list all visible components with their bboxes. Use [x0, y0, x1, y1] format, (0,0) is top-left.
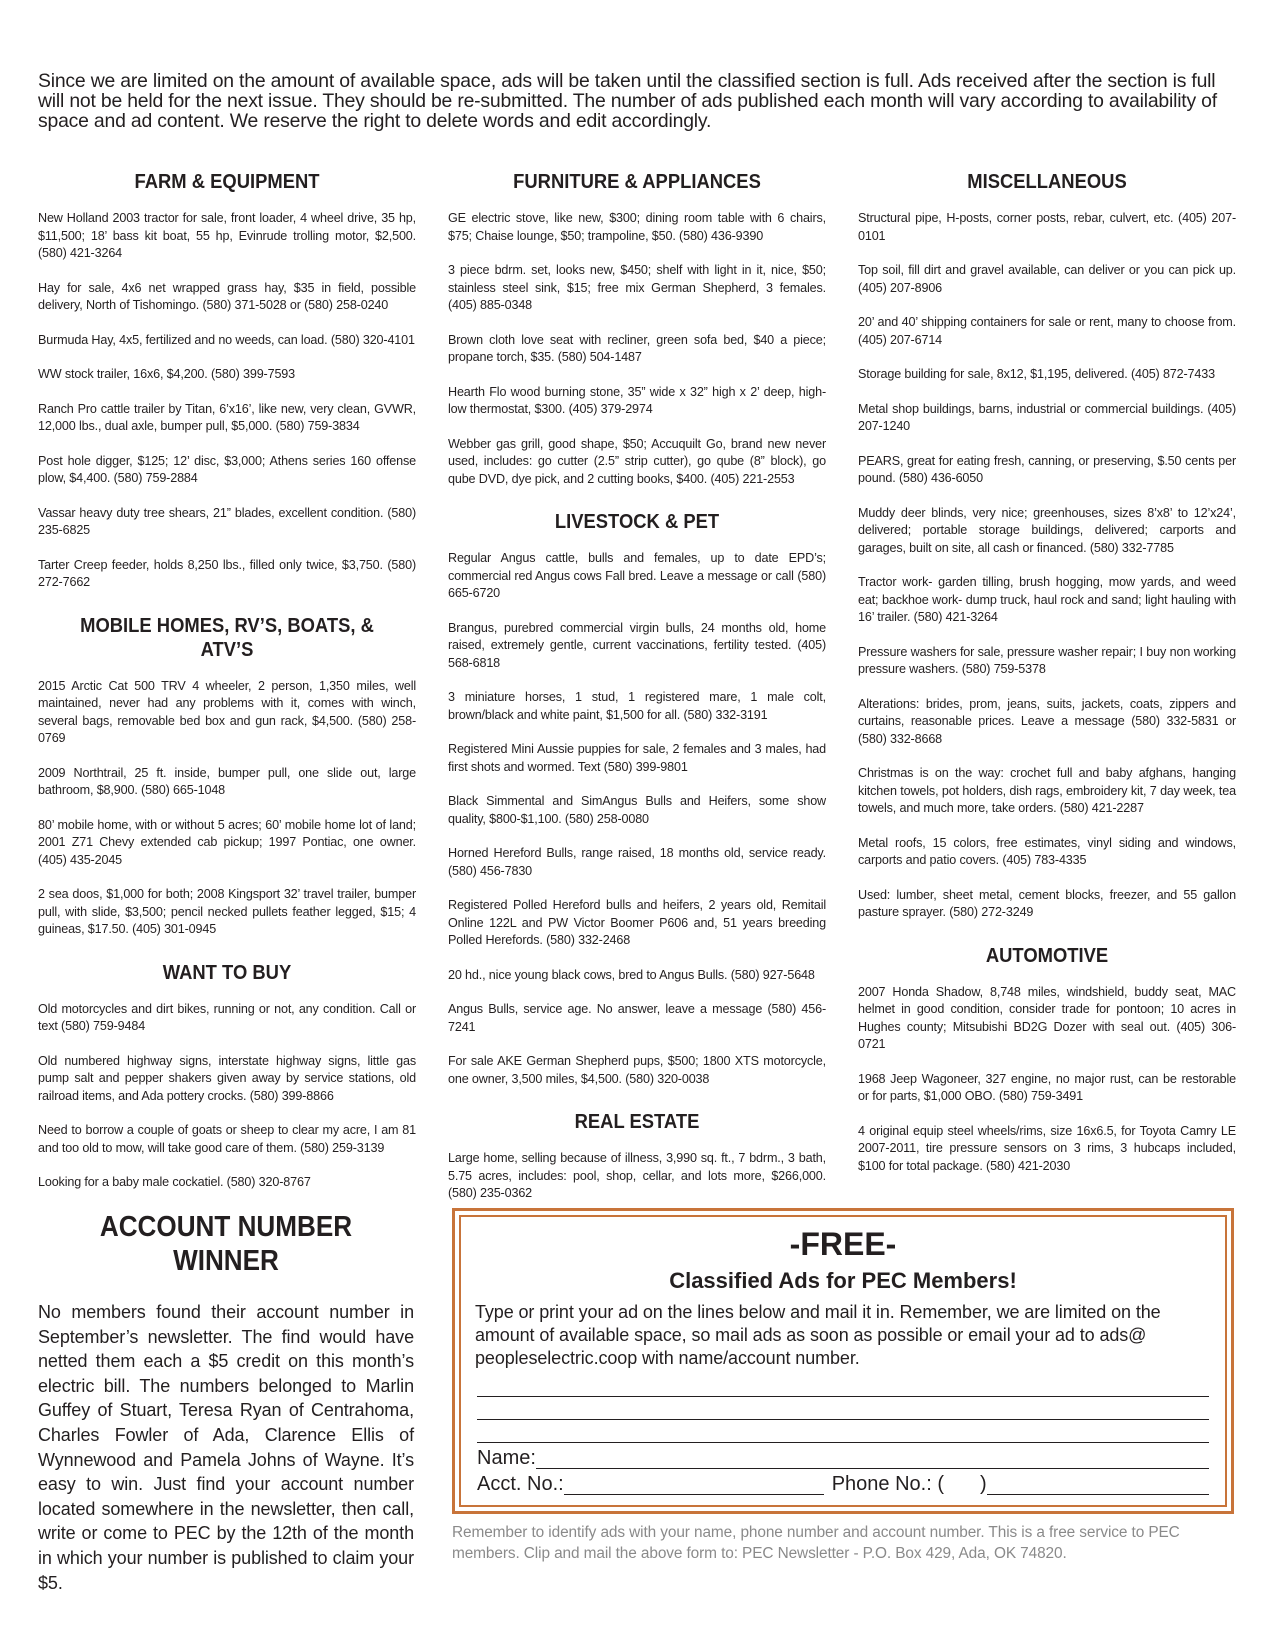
name-row — [477, 1445, 1209, 1469]
ad-item: Ranch Pro cattle trailer by Titan, 6’x16’, like new, very clean, GVWR, 12,000 lbs., dual axle, bumper pull, $5,000. (580) 759-3834 — [38, 401, 416, 433]
ad-item: 20 hd., nice young black cows, bred to Angus Bulls. (580) 927-5648 — [448, 967, 815, 982]
ad-item: Pressure washers for sale, pressure washer repair; I buy non working pressure washers. (580) 759-5378 — [858, 644, 1236, 676]
ad-item: Burmuda Hay, 4x5, fertilized and no weeds, can load. (580) 320-4101 — [38, 332, 415, 347]
ad-item: 2007 Honda Shadow, 8,748 miles, windshield, buddy seat, MAC helmet in good condition, consider trade for pontoon; 10 acres in Hughes county; Mitsubishi BD2G Dozer with seal out. (405) 306-0721 — [858, 984, 1236, 1051]
ad-item: 2 sea doos, $1,000 for both; 2008 Kingsport 32’ travel trailer, bumper pull, with slide, $3,500; pencil necked pullets feather legged, $15; 4 guineas, $17.50. (405) 301-0945 — [38, 887, 416, 936]
ad-item: Large home, selling because of illness, 3,990 sq. ft., 7 bdrm., 3 bath, 5.75 acres, includes: pool, shop, cellar, and lots more, $266,000. (580) 235-0362 — [448, 1151, 826, 1200]
section-title-furniture: FURNITURE & APPLIANCES — [513, 171, 761, 193]
intro-paragraph: Since we are limited on the amount of available space, ads will be taken until the classified section is full. Ads received after the section is full will not be held for the next issue. They should be re-submitted. The number of ads published each month will vary according to availability of space and ad content. We reserve the right to delete words and edit accordingly. — [38, 70, 1217, 132]
ad-item: Top soil, fill dirt and gravel available, can deliver or you can pick up. (405) 207-8906 — [858, 263, 1236, 295]
section-title-want: WANT TO BUY — [162, 961, 292, 984]
ads-mobile — [38, 678, 416, 939]
free-ad-form-inner — [459, 1215, 1227, 1507]
ads-furniture — [448, 210, 826, 488]
section-title-auto: AUTOMOTIVE — [985, 944, 1109, 967]
form-title: -FREE- — [789, 1226, 897, 1262]
ad-item: Angus Bulls, service age. No answer, leave a message (580) 456-7241 — [448, 1002, 826, 1034]
section-title-realestate: REAL ESTATE — [574, 1111, 700, 1133]
form-subtitle: Classified Ads for PEC Members! — [669, 1268, 1017, 1293]
form-footer-note: Remember to identify ads with your name, phone number and account number. This is a free service to PEC members. Clip and mail the above form to: PEC Newsletter - P.O. Box 429, Ada, OK 74820. — [452, 1524, 1180, 1562]
ads-farm — [38, 210, 416, 592]
ad-item: 2015 Arctic Cat 500 TRV 4 wheeler, 2 person, 1,350 miles, well maintained, never had any problems with it, comes with winch, several bags, removable bed box and gun rack, $4,500. (580) 258-0769 — [38, 678, 416, 745]
column-middle — [448, 170, 826, 1220]
ads-auto — [858, 984, 1236, 1176]
section-title-farm: FARM & EQUIPMENT — [134, 171, 320, 193]
ad-item: Old motorcycles and dirt bikes, running or not, any condition. Call or text (580) 759-9484 — [38, 1001, 416, 1033]
ad-item: GE electric stove, like new, $300; dining room table with 6 chairs, $75; Chaise lounge, $50; trampoline, $50. (580) 436-9390 — [448, 211, 826, 243]
account-label: Acct. No.: — [477, 1473, 564, 1495]
ad-item: Post hole digger, $125; 12’ disc, $3,000; Athens series 160 offense plow, $4,400. (580) 759-2884 — [38, 453, 416, 485]
phone-number-field[interactable] — [987, 1474, 1209, 1495]
free-ad-form — [452, 1208, 1234, 1514]
column-right — [858, 170, 1236, 1192]
ad-text-line[interactable] — [477, 1399, 1209, 1420]
ad-item: Regular Angus cattle, bulls and females, up to date EPD’s; commercial red Angus cows Fall bred. Leave a message or call (580) 665-6720 — [448, 551, 826, 600]
ad-item: New Holland 2003 tractor for sale, front loader, 4 wheel drive, 35 hp, $11,500; 18’ bass kit boat, 55 hp, Evinrude trolling motor, $2,500. (580) 421-3264 — [38, 211, 416, 260]
ad-item: Alterations: brides, prom, jeans, suits, jackets, coats, zippers and curtains, reasonable prices. Leave a message (580) 332-5831 or (580) 332-8668 — [858, 696, 1236, 746]
column-left — [38, 170, 416, 1209]
ads-misc — [858, 210, 1236, 922]
name-field[interactable] — [536, 1448, 1209, 1469]
ad-item: For sale AKE German Shepherd pups, $500; 1800 XTS motorcycle, one owner, 3,500 miles, $4,500. (580) 320-0038 — [448, 1054, 826, 1086]
section-title-misc: MISCELLANEOUS — [967, 171, 1127, 193]
ad-item: Tarter Creep feeder, holds 8,250 lbs., filled only twice, $3,750. (580) 272-7662 — [38, 557, 416, 589]
name-label: Name: — [477, 1447, 536, 1469]
ads-livestock — [448, 550, 826, 1088]
ad-item: Brangus, purebred commercial virgin bulls, 24 months old, home raised, extremely gentle, current vaccinations, fertility tested. (405) 568-6818 — [448, 620, 826, 670]
account-number-winner — [38, 1210, 414, 1595]
ad-item: Vassar heavy duty tree shears, 21” blades, excellent condition. (580) 235-6825 — [38, 505, 416, 537]
ads-want — [38, 1001, 416, 1192]
ad-item: Old numbered highway signs, interstate highway signs, little gas pump salt and pepper shakers given away by service stations, old railroad items, and Ada pottery crocks. (580) 399-8866 — [38, 1053, 416, 1103]
ad-item: 4 original equip steel wheels/rims, size 16x6.5, for Toyota Camry LE 2007-2011, tire pressure sensors on 3 rims, 3 hubcaps included, $100 for total package. (580) 421-2030 — [858, 1123, 1236, 1173]
account-phone-row — [477, 1471, 1209, 1495]
account-number-field[interactable] — [564, 1474, 824, 1495]
ad-item: Hearth Flo wood burning stone, 35” wide x 32” high x 2’ deep, high-low thermostat, $300. (405) 379-2974 — [448, 384, 826, 416]
ad-item: Looking for a baby male cockatiel. (580) 320-8767 — [38, 1175, 311, 1189]
ad-item: 80’ mobile home, with or without 5 acres; 60’ mobile home lot of land; 2001 Z71 Chevy extended cab pickup; 1997 Pontiac, one owner. (405) 435-2045 — [38, 817, 416, 867]
ads-realestate — [448, 1150, 826, 1203]
ad-item: PEARS, great for eating fresh, canning, or preserving, $.50 cents per pound. (580) 436-6050 — [858, 453, 1236, 485]
ad-item: Tractor work- garden tilling, brush hogging, mow yards, and weed eat; backhoe work- dump truck, haul rock and sand; light hauling with 16’ trailer. (580) 421-3264 — [858, 575, 1236, 624]
ad-item: Black Simmental and SimAngus Bulls and Heifers, some show quality, $800-$1,100. (580) 258-0080 — [448, 794, 826, 826]
ad-item: WW stock trailer, 16x6, $4,200. (580) 399-7593 — [38, 367, 296, 381]
ad-item: Storage building for sale, 8x12, $1,195, delivered. (405) 872-7433 — [858, 367, 1215, 381]
ad-item: Brown cloth love seat with recliner, green sofa bed, $40 a piece; propane torch, $35. (580) 504-1487 — [448, 332, 826, 364]
ad-item: Muddy deer blinds, very nice; greenhouses, sizes 8’x8’ to 12’x24’, delivered; portable storage buildings, delivered; carports and garages, built on site, all cash or financed. (580) 332-7785 — [858, 505, 1236, 555]
ad-item: 3 miniature horses, 1 stud, 1 registered mare, 1 male colt, brown/black and white paint, $1,500 for all. (580) 332-3191 — [448, 690, 826, 722]
section-title-mobile: MOBILE HOMES, RV’S, BOATS, & ATV’S — [80, 614, 374, 661]
ad-item: Christmas is on the way: crochet full and baby afghans, hanging kitchen towels, pot holders, dish rags, embroidery kit, 7 day week, tea towels, and much more, take orders. (580) 421-2287 — [858, 766, 1236, 815]
ad-item: Registered Polled Hereford bulls and heifers, 2 years old, Remitail Online 122L and PW Victor Boomer P606 and, 51 years breeding Polled Herefords. (580) 332-2468 — [448, 898, 826, 947]
form-instructions: Type or print your ad on the lines below and mail it in. Remember, we are limited on the amount of available space, so mail ads as soon as possible or email your ad to ads@ peopleselectric.coop with name/account number. — [475, 1302, 1161, 1368]
winner-title: ACCOUNT NUMBER WINNER — [99, 1211, 353, 1277]
ad-item: 1968 Jeep Wagoneer, 327 engine, no major rust, can be restorable or for parts, $1,000 OBO. (580) 759-3491 — [858, 1071, 1236, 1103]
ad-text-line[interactable] — [477, 1422, 1209, 1443]
ad-item: Metal roofs, 15 colors, free estimates, vinyl siding and windows, carports and patio covers. (405) 783-4335 — [858, 835, 1236, 867]
phone-label: Phone No.: ( — [831, 1473, 944, 1495]
section-title-livestock: LIVESTOCK & PET — [554, 511, 720, 533]
ad-item: 2009 Northtrail, 25 ft. inside, bumper pull, one slide out, large bathroom, $8,900. (580) 665-1048 — [38, 765, 416, 797]
ad-item: Metal shop buildings, barns, industrial or commercial buildings. (405) 207-1240 — [858, 401, 1236, 433]
ad-item: Horned Hereford Bulls, range raised, 18 months old, service ready. (580) 456-7830 — [448, 846, 826, 878]
phone-paren-close: ) — [980, 1473, 987, 1495]
ad-item: Used: lumber, sheet metal, cement blocks, freezer, and 55 gallon pasture sprayer. (580) 272-3249 — [858, 887, 1236, 919]
winner-body: No members found their account number in September’s newsletter. The find would have netted them each a $5 credit on this month’s electric bill. The numbers belonged to Marlin Guffey of Stuart, Teresa Ryan of Centrahoma, Charles Fowler of Ada, Clarence Ellis of Wynnewood and Pamela Johns of Wayne. It’s easy to win. Just find your account number located somewhere in the newsletter, then call, write or come to PEC by the 12th of the month in which your number is published to claim your $5. — [38, 1302, 414, 1593]
ad-item: Webber gas grill, good shape, $50; Accuquilt Go, brand new never used, includes: go cutter (2.5” strip cutter), go qube (8” block), go qube DVD, dye pick, and 2 cutting books, $400. (405) 221-2553 — [448, 436, 826, 486]
ad-item: 3 piece bdrm. set, looks new, $450; shelf with light in it, nice, $50; stainless steel sink, $15; free mix German Shepherd, 3 females. (405) 885-0348 — [448, 263, 826, 312]
ad-item: Need to borrow a couple of goats or sheep to clear my acre, I am 81 and too old to mow, will take good care of them. (580) 259-3139 — [38, 1123, 416, 1155]
ad-item: Hay for sale, 4x6 net wrapped grass hay, $35 in field, possible delivery, North of Tishomingo. (580) 371-5028 or (580) 258-0240 — [38, 280, 416, 312]
ad-text-line[interactable] — [477, 1376, 1209, 1397]
ad-item: Registered Mini Aussie puppies for sale, 2 females and 3 males, had first shots and wormed. Text (580) 399-9801 — [448, 742, 826, 774]
ad-item: 20’ and 40’ shipping containers for sale or rent, many to choose from. (405) 207-6714 — [858, 315, 1236, 347]
ad-item: Structural pipe, H-posts, corner posts, rebar, culvert, etc. (405) 207-0101 — [858, 211, 1236, 243]
